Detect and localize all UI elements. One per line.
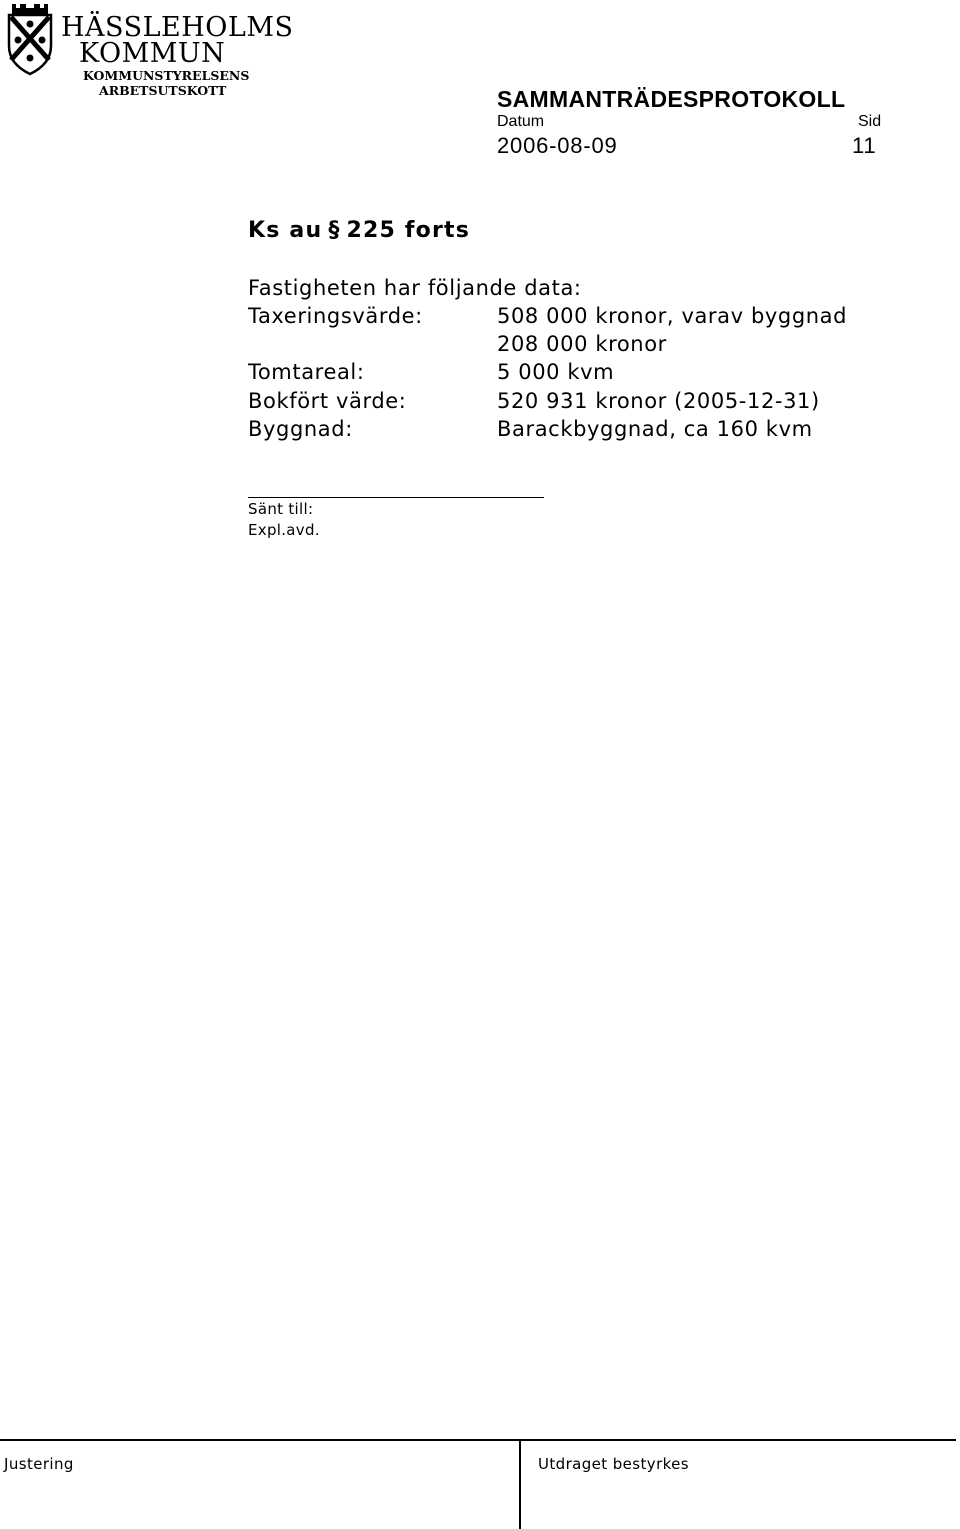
paragraph-symbol: § xyxy=(328,218,341,243)
footer-certified-label: Utdraget bestyrkes xyxy=(538,1455,690,1473)
date-label: Datum xyxy=(497,113,545,130)
section-prefix: Ks au xyxy=(248,218,323,243)
data-row-key: Byggnad: xyxy=(248,417,353,441)
distribution-divider xyxy=(248,497,544,498)
footer-column-divider xyxy=(519,1439,521,1529)
footer-justering-label: Justering xyxy=(4,1455,74,1473)
footer-rule xyxy=(0,1439,956,1441)
data-row-value: 5 000 kvm xyxy=(497,360,615,384)
data-row xyxy=(248,360,948,388)
data-row-value: Barackbyggnad, ca 160 kvm xyxy=(497,417,813,441)
sent-to-label: Sänt till: xyxy=(248,500,314,518)
document-title: SAMMANTRÄDESPROTOKOLL xyxy=(497,86,846,112)
logo-text-board: KOMMUNSTYRELSENS xyxy=(83,68,250,83)
municipality-logo xyxy=(6,2,294,98)
logo-text-committee: ARBETSUTSKOTT xyxy=(99,83,227,98)
sent-to-item: Expl.avd. xyxy=(248,521,320,539)
data-row-value: 208 000 kronor xyxy=(497,332,667,356)
data-row xyxy=(248,332,948,360)
data-row-value: 520 931 kronor (2005-12-31) xyxy=(497,389,820,413)
property-intro: Fastigheten har följande data: xyxy=(248,276,582,300)
page-number: 11 xyxy=(852,133,877,158)
logo-text-municipality: HÄSSLEHOLMS xyxy=(61,12,294,43)
data-row xyxy=(248,304,948,332)
section-heading xyxy=(248,218,470,243)
data-row-key: Bokfört värde: xyxy=(248,389,407,413)
data-row xyxy=(248,389,948,417)
data-row xyxy=(248,417,948,445)
data-row-key: Taxeringsvärde: xyxy=(248,304,423,328)
page-label: Sid xyxy=(858,113,882,130)
data-row-value: 508 000 kronor, varav byggnad xyxy=(497,304,848,328)
date-value: 2006-08-09 xyxy=(497,133,618,158)
coat-of-arms-icon xyxy=(6,2,54,76)
data-row-key: Tomtareal: xyxy=(248,360,365,384)
logo-text-kommun: KOMMUN xyxy=(79,38,226,69)
section-number: 225 forts xyxy=(346,218,471,243)
